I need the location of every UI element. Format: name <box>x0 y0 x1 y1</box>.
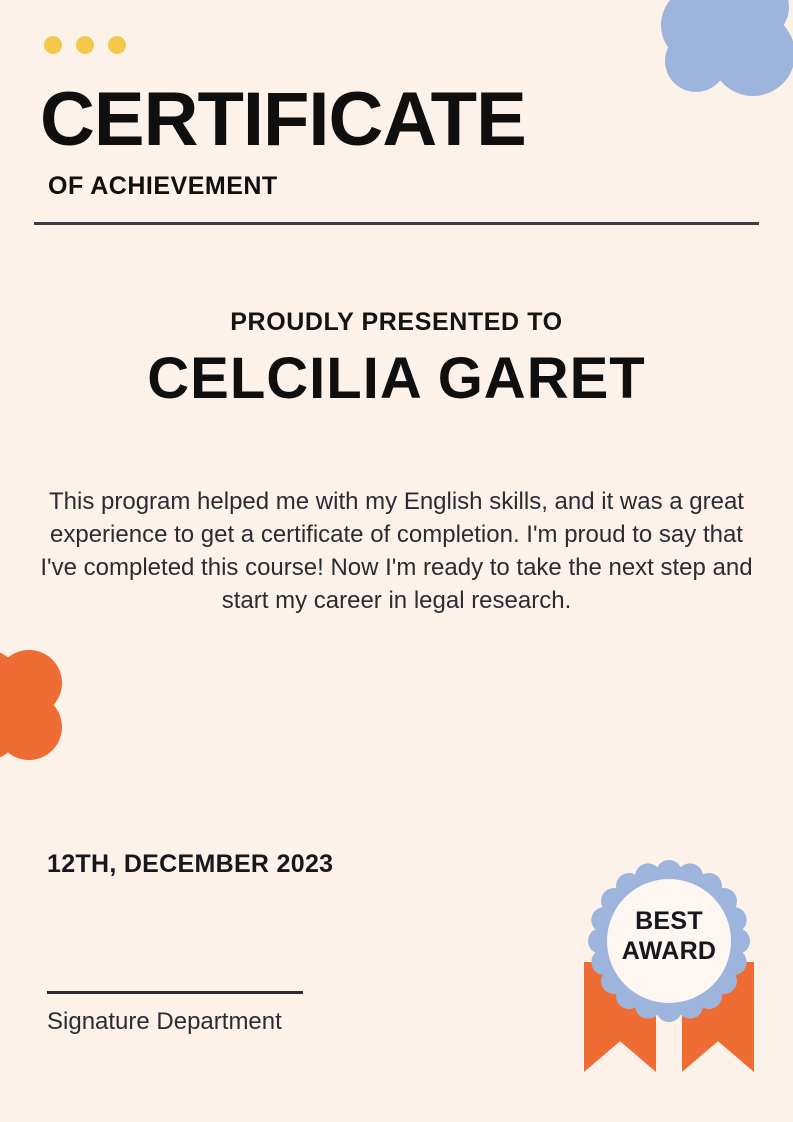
header-divider <box>34 222 759 225</box>
certificate-date: 12TH, DECEMBER 2023 <box>47 850 334 878</box>
dot-icon <box>76 36 94 54</box>
signature-label: Signature Department <box>47 1008 282 1035</box>
badge-text <box>578 906 760 966</box>
certificate-message: This program helped me with my English skills, and it was a great experience to get a certificate of completion. I'm proud to say that I've completed this course! Now I'm ready to take the next step and start my career in legal research. <box>40 488 753 614</box>
blue-cloud-decoration <box>659 0 793 106</box>
award-badge <box>578 850 764 1088</box>
badge-line-2: AWARD <box>621 937 717 965</box>
dot-icon <box>44 36 62 54</box>
signature-line <box>47 991 303 994</box>
certificate-title: CERTIFICATE <box>40 77 526 162</box>
recipient-name: CELCILIA GARET <box>147 346 646 411</box>
dots-decoration <box>44 36 126 54</box>
dot-icon <box>108 36 126 54</box>
presented-to-label: PROUDLY PRESENTED TO <box>230 308 563 336</box>
certificate-subtitle: OF ACHIEVEMENT <box>48 172 278 200</box>
badge-line-1: BEST <box>635 907 703 935</box>
orange-flower-decoration <box>0 650 94 770</box>
